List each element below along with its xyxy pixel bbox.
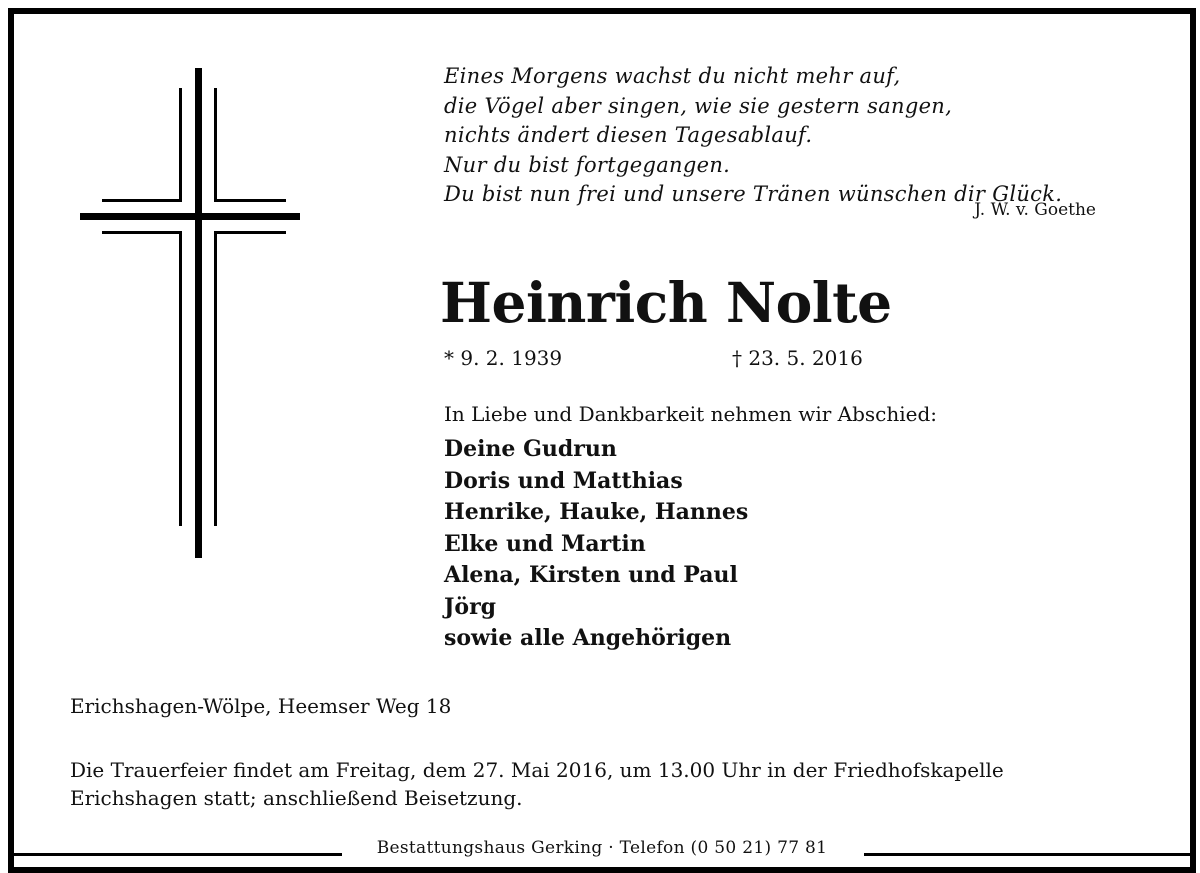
mourner-item: Henrike, Hauke, Hannes [444, 499, 749, 525]
death-date: † 23. 5. 2016 [732, 346, 863, 370]
cross-horizontal-bar [80, 213, 300, 220]
poem-author: J. W. v. Goethe [974, 200, 1096, 220]
poem-line: Du bist nun frei und unsere Tränen wünschen dir Glück. [444, 182, 1063, 206]
mourner-item: sowie alle Angehörigen [444, 625, 732, 651]
family-address: Erichshagen-Wölpe, Heemser Weg 18 [70, 694, 452, 718]
obituary-content [14, 14, 1190, 867]
cross-icon [80, 68, 300, 558]
poem-line: die Vögel aber singen, wie sie gestern sangen, [444, 93, 953, 118]
obituary-frame [8, 8, 1196, 873]
ceremony-line: Die Trauerfeier findet am Freitag, dem 27. Mai 2016, um 13.00 Uhr in der Friedhofskapelle [70, 758, 1004, 782]
cross-vertical-bar [195, 68, 202, 558]
deceased-name: Heinrich Nolte [440, 270, 892, 335]
poem-line: nichts ändert diesen Tagesablauf. [444, 123, 813, 147]
mourners-list [444, 434, 748, 655]
footer-rule-right [864, 853, 1190, 856]
goethe-poem [444, 62, 1104, 210]
funeral-home-footer [14, 838, 1190, 864]
mourner-item: Elke und Martin [444, 530, 646, 557]
birth-date: * 9. 2. 1939 [444, 346, 563, 370]
funeral-home-contact: Bestattungshaus Gerking · Telefon (0 50 21) 77 81 [376, 838, 828, 858]
mourner-item: Deine Gudrun [444, 436, 617, 462]
poem-line: Nur du bist fortgegangen. [444, 152, 731, 177]
mourner-item: Doris und Matthias [444, 467, 683, 494]
poem-line: Eines Morgens wachst du nicht mehr auf, [444, 64, 901, 88]
mourner-item: Alena, Kirsten und Paul [444, 562, 738, 588]
ceremony-notice [70, 756, 1004, 812]
farewell-intro: In Liebe und Dankbarkeit nehmen wir Abschied: [444, 402, 937, 426]
footer-rule-left [14, 853, 342, 856]
ceremony-line: Erichshagen statt; anschließend Beisetzung. [70, 786, 523, 810]
mourner-item: Jörg [444, 593, 497, 620]
